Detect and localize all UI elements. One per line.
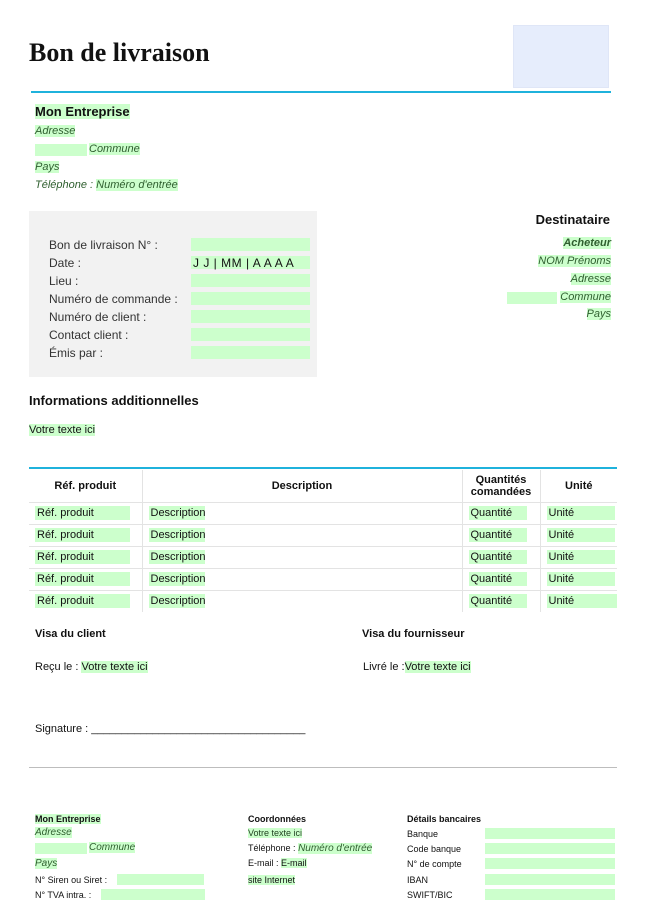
received-date-field[interactable]: Votre texte ici <box>81 661 148 673</box>
document-title: Bon de livraison <box>29 38 210 67</box>
header-divider <box>31 91 611 93</box>
footer-divider <box>29 767 617 768</box>
order-number-field[interactable] <box>191 292 310 305</box>
table-row <box>29 546 617 568</box>
cell-quantity[interactable]: Quantité <box>462 590 540 612</box>
table-top-divider <box>29 467 617 469</box>
client-visa-title: Visa du client <box>35 628 106 640</box>
footer-iban-label: IBAN <box>407 875 429 885</box>
header-ref: Réf. produit <box>29 470 142 502</box>
order-number-label: Numéro de commande : <box>49 292 178 306</box>
delivered-date-field[interactable]: Votre texte ici <box>404 661 471 673</box>
recipient-address: Adresse <box>570 273 611 285</box>
signature-line: Signature : ___________________________________ <box>35 723 306 735</box>
issued-by-label: Émis par : <box>49 346 104 360</box>
footer-account-label: N° de compte <box>407 859 462 869</box>
footer-siren-field[interactable] <box>117 874 204 885</box>
date-value: J J | MM | A A A A <box>193 256 295 270</box>
client-contact-field[interactable] <box>191 328 310 341</box>
cell-unit[interactable]: Unité <box>540 502 617 524</box>
received-date: Reçu le : Votre texte ici <box>35 661 148 673</box>
cell-description[interactable]: Description <box>142 524 462 546</box>
cell-quantity[interactable]: Quantité <box>462 502 540 524</box>
client-number-field[interactable] <box>191 310 310 323</box>
sender-company-name: Mon Entreprise <box>35 104 130 119</box>
recipient-buyer: Acheteur <box>563 237 611 249</box>
footer-bank-label: Banque <box>407 829 439 839</box>
footer-contact-text: Votre texte ici <box>248 828 303 838</box>
footer-country: Pays <box>35 858 58 869</box>
cell-ref[interactable]: Réf. produit <box>29 568 142 590</box>
additional-info-title: Informations additionnelles <box>29 393 199 408</box>
footer-website[interactable]: site Internet <box>248 875 296 885</box>
cell-unit[interactable]: Unité <box>540 546 617 568</box>
sender-phone: Téléphone : Numéro d'entrée <box>35 179 178 191</box>
footer-bank-field[interactable] <box>485 828 615 839</box>
delivery-number-label: Bon de livraison N° : <box>49 238 158 252</box>
table-row <box>29 590 617 612</box>
cell-ref[interactable]: Réf. produit <box>29 524 142 546</box>
cell-ref[interactable]: Réf. produit <box>29 502 142 524</box>
items-table <box>29 470 617 612</box>
table-row <box>29 502 617 524</box>
footer-city: Commune <box>89 842 136 853</box>
cell-quantity[interactable]: Quantité <box>462 524 540 546</box>
footer-bank-code-field[interactable] <box>485 843 615 854</box>
header-unit: Unité <box>540 470 617 502</box>
footer-contact-title: Coordonnées <box>248 814 307 824</box>
cell-quantity[interactable]: Quantité <box>462 568 540 590</box>
recipient-postcode-field[interactable] <box>507 292 557 304</box>
footer-swift-field[interactable] <box>485 889 615 900</box>
sender-postcode-field[interactable] <box>35 144 87 156</box>
recipient-city: Commune <box>560 291 611 303</box>
footer-vat-field[interactable] <box>101 889 205 900</box>
cell-ref[interactable]: Réf. produit <box>29 546 142 568</box>
table-row <box>29 568 617 590</box>
cell-description[interactable]: Description <box>142 546 462 568</box>
delivered-date: Livré le :Votre texte ici <box>363 661 471 673</box>
footer-bank-code-label: Code banque <box>407 844 462 854</box>
footer-email: E-mail : E-mail <box>248 858 307 868</box>
sender-address: Adresse <box>35 125 76 137</box>
footer-account-field[interactable] <box>485 858 615 869</box>
footer-address: Adresse <box>35 827 72 838</box>
cell-unit[interactable]: Unité <box>540 590 617 612</box>
delivery-number-field[interactable] <box>191 238 310 251</box>
place-label: Lieu : <box>49 274 79 288</box>
cell-description[interactable]: Description <box>142 568 462 590</box>
cell-description[interactable]: Description <box>142 590 462 612</box>
place-field[interactable] <box>191 274 310 287</box>
client-number-label: Numéro de client : <box>49 310 147 324</box>
recipient-title: Destinataire <box>535 212 610 227</box>
date-label: Date : <box>49 256 82 270</box>
table-header-row <box>29 470 617 502</box>
sender-city: Commune <box>89 143 140 155</box>
cell-unit[interactable]: Unité <box>540 568 617 590</box>
cell-ref[interactable]: Réf. produit <box>29 590 142 612</box>
additional-info-text[interactable]: Votre texte ici <box>29 424 96 436</box>
footer-swift-label: SWIFT/BIC <box>407 890 453 900</box>
footer-company-name: Mon Entreprise <box>35 814 101 824</box>
logo-placeholder <box>513 25 609 88</box>
client-contact-label: Contact client : <box>49 328 129 342</box>
supplier-visa-title: Visa du fournisseur <box>362 628 465 640</box>
recipient-country: Pays <box>586 308 611 320</box>
cell-description[interactable]: Description <box>142 502 462 524</box>
footer-vat-label: N° TVA intra. : <box>35 890 92 900</box>
header-quantity: Quantités comandées <box>462 470 540 502</box>
footer-iban-field[interactable] <box>485 874 615 885</box>
footer-siren-label: N° Siren ou Siret : <box>35 875 108 885</box>
issued-by-field[interactable] <box>191 346 310 359</box>
table-row <box>29 524 617 546</box>
footer-phone: Téléphone : Numéro d'entrée <box>248 843 373 854</box>
footer-postcode-field[interactable] <box>35 843 87 854</box>
recipient-name: NOM Prénoms <box>538 255 611 267</box>
cell-unit[interactable]: Unité <box>540 524 617 546</box>
header-description: Description <box>142 470 462 502</box>
sender-country: Pays <box>35 161 60 173</box>
cell-quantity[interactable]: Quantité <box>462 546 540 568</box>
footer-bank-title: Détails bancaires <box>407 814 482 824</box>
